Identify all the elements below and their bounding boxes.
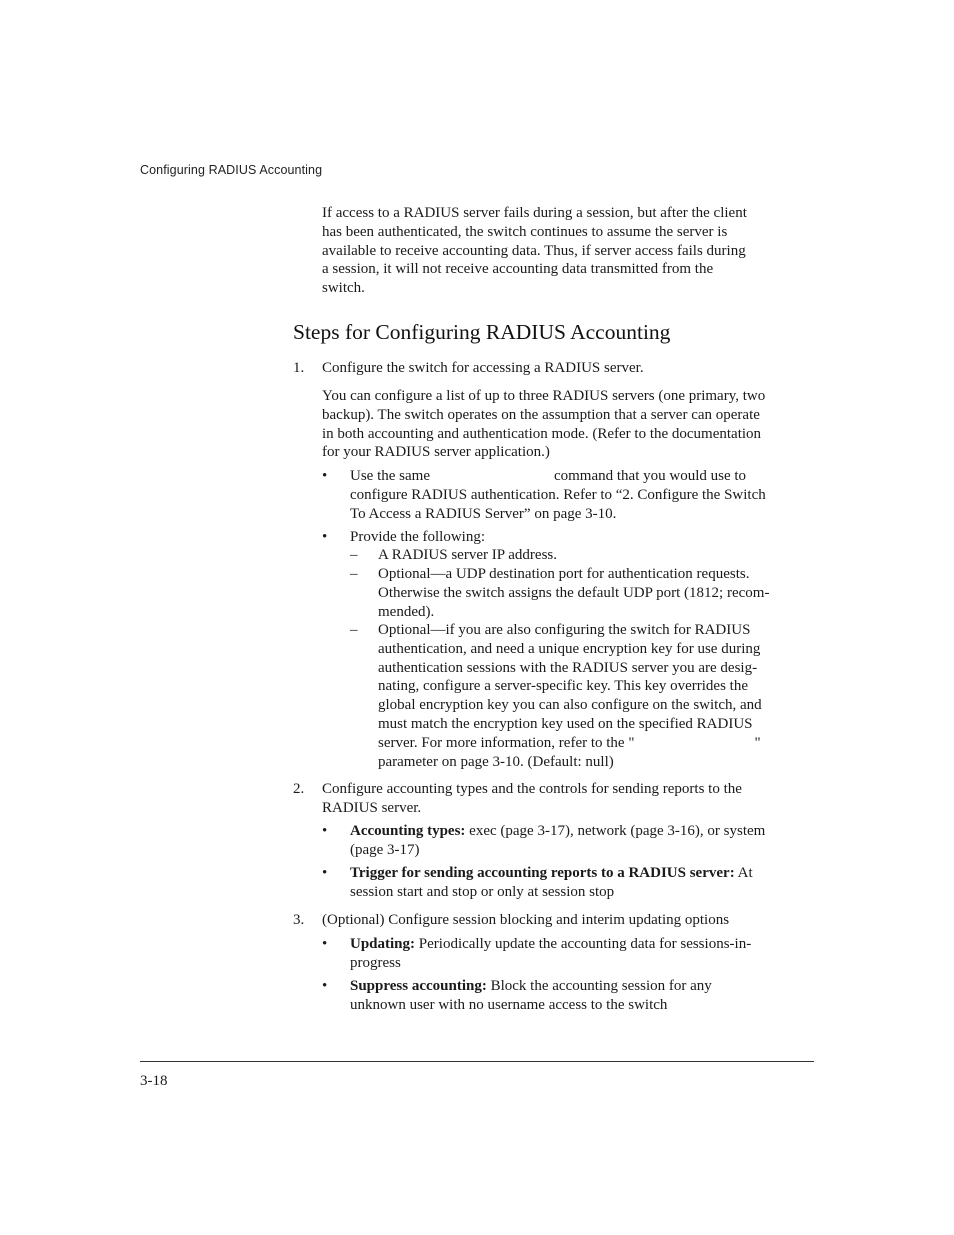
dash-line: authentication sessions with the RADIUS server you are desig- — [378, 659, 758, 676]
step1-text: Configure the switch for accessing a RADIUS server. — [322, 360, 644, 376]
bullet-line: Trigger for sending accounting reports to a RADIUS server: At — [350, 865, 753, 881]
step-number: 1. — [293, 360, 305, 376]
section-title: Steps for Configuring RADIUS Accounting — [293, 320, 671, 344]
intro-line: has been authenticated, the switch continues to assume the server is — [322, 223, 728, 240]
bullet-line: unknown user with no username access to the switch — [350, 996, 668, 1013]
step3-bullet2 — [350, 977, 816, 1015]
step2-bullet1 — [350, 822, 816, 860]
intro-line: switch. — [322, 280, 365, 297]
dash-line: parameter on page 3-10. (Default: null) — [378, 753, 614, 770]
page-number: 3-18 — [140, 1073, 168, 1089]
dash-icon: – — [350, 547, 358, 563]
bullet-line: configure RADIUS authentication. Refer to “2. Configure the Switch — [350, 486, 766, 503]
dash-line: server. For more information, refer to the " " — [378, 734, 761, 751]
intro-line: a session, it will not receive accounting data transmitted from the — [322, 261, 714, 278]
intro-paragraph — [322, 204, 816, 298]
dash-item — [378, 565, 816, 621]
step2-line: RADIUS server. — [322, 799, 422, 816]
bullet-icon: • — [322, 468, 328, 484]
bullet-line: Suppress accounting: Block the accounting session for any — [350, 978, 712, 994]
dash-line: must match the encryption key used on the specified RADIUS — [378, 715, 753, 732]
bullet-icon: • — [322, 823, 328, 839]
bold-term: Trigger for sending accounting reports to a RADIUS server: — [350, 865, 735, 881]
dash-line: Optional—if you are also configuring the switch for RADIUS — [378, 622, 751, 638]
bullet-icon: • — [322, 936, 328, 952]
dash-icon: – — [350, 622, 358, 638]
bullet-line: To Access a RADIUS Server” on page 3-10. — [350, 505, 617, 522]
intro-line: available to receive accounting data. Thus, if server access fails during — [322, 242, 746, 259]
step1-bullet1 — [350, 467, 816, 523]
bullet-line: session start and stop or only at session stop — [350, 883, 615, 900]
dash-line: nating, configure a server-specific key. This key overrides the — [378, 678, 748, 695]
bullet-line: Updating: Periodically update the accounting data for sessions-in- — [350, 936, 752, 952]
step2-bullet2 — [350, 864, 816, 902]
step-number: 2. — [293, 781, 305, 797]
step1-para-line: in both accounting and authentication mode. (Refer to the documentation — [322, 425, 762, 442]
step1-para-line: for your RADIUS server application.) — [322, 444, 550, 461]
dash-item — [378, 621, 816, 771]
step1-bullet2: Provide the following: — [350, 529, 485, 545]
dash-line: mended). — [378, 603, 435, 620]
dash-line: Optional—a UDP destination port for authentication requests. — [378, 566, 750, 582]
dash-item: A RADIUS server IP address. — [378, 547, 558, 563]
dash-line: global encryption key you can also configure on the switch, and — [378, 697, 762, 714]
step3-text: (Optional) Configure session blocking and interim updating options — [322, 912, 730, 928]
bullet-icon: • — [322, 978, 328, 994]
dash-icon: – — [350, 566, 358, 582]
step2-line: Configure accounting types and the controls for sending reports to the — [322, 781, 742, 797]
bold-term: Suppress accounting: — [350, 978, 487, 994]
intro-line: If access to a RADIUS server fails during a session, but after the client — [322, 205, 747, 221]
step1-para-line: backup). The switch operates on the assumption that a server can operate — [322, 406, 760, 423]
step2-text — [322, 780, 816, 818]
bold-term: Accounting types: — [350, 823, 466, 839]
dash-line: authentication, and need a unique encryption key for use during — [378, 640, 761, 657]
bullet-line: Accounting types: exec (page 3-17), network (page 3-16), or system — [350, 823, 766, 839]
bullet-line: Use the same command that you would use to — [350, 468, 747, 484]
step-number: 3. — [293, 912, 305, 928]
bullet-icon: • — [322, 529, 328, 545]
dash-line: Otherwise the switch assigns the default UDP port (1812; recom- — [378, 584, 770, 601]
step1-paragraph — [322, 387, 816, 462]
bullet-icon: • — [322, 865, 328, 881]
footer-rule — [140, 1061, 814, 1062]
bold-term: Updating: — [350, 936, 416, 952]
bullet-line: progress — [350, 954, 401, 971]
step3-bullet1 — [350, 935, 816, 973]
step1-para-line: You can configure a list of up to three RADIUS servers (one primary, two — [322, 388, 766, 404]
running-header: Configuring RADIUS Accounting — [140, 163, 323, 177]
bullet-line: (page 3-17) — [350, 841, 420, 858]
